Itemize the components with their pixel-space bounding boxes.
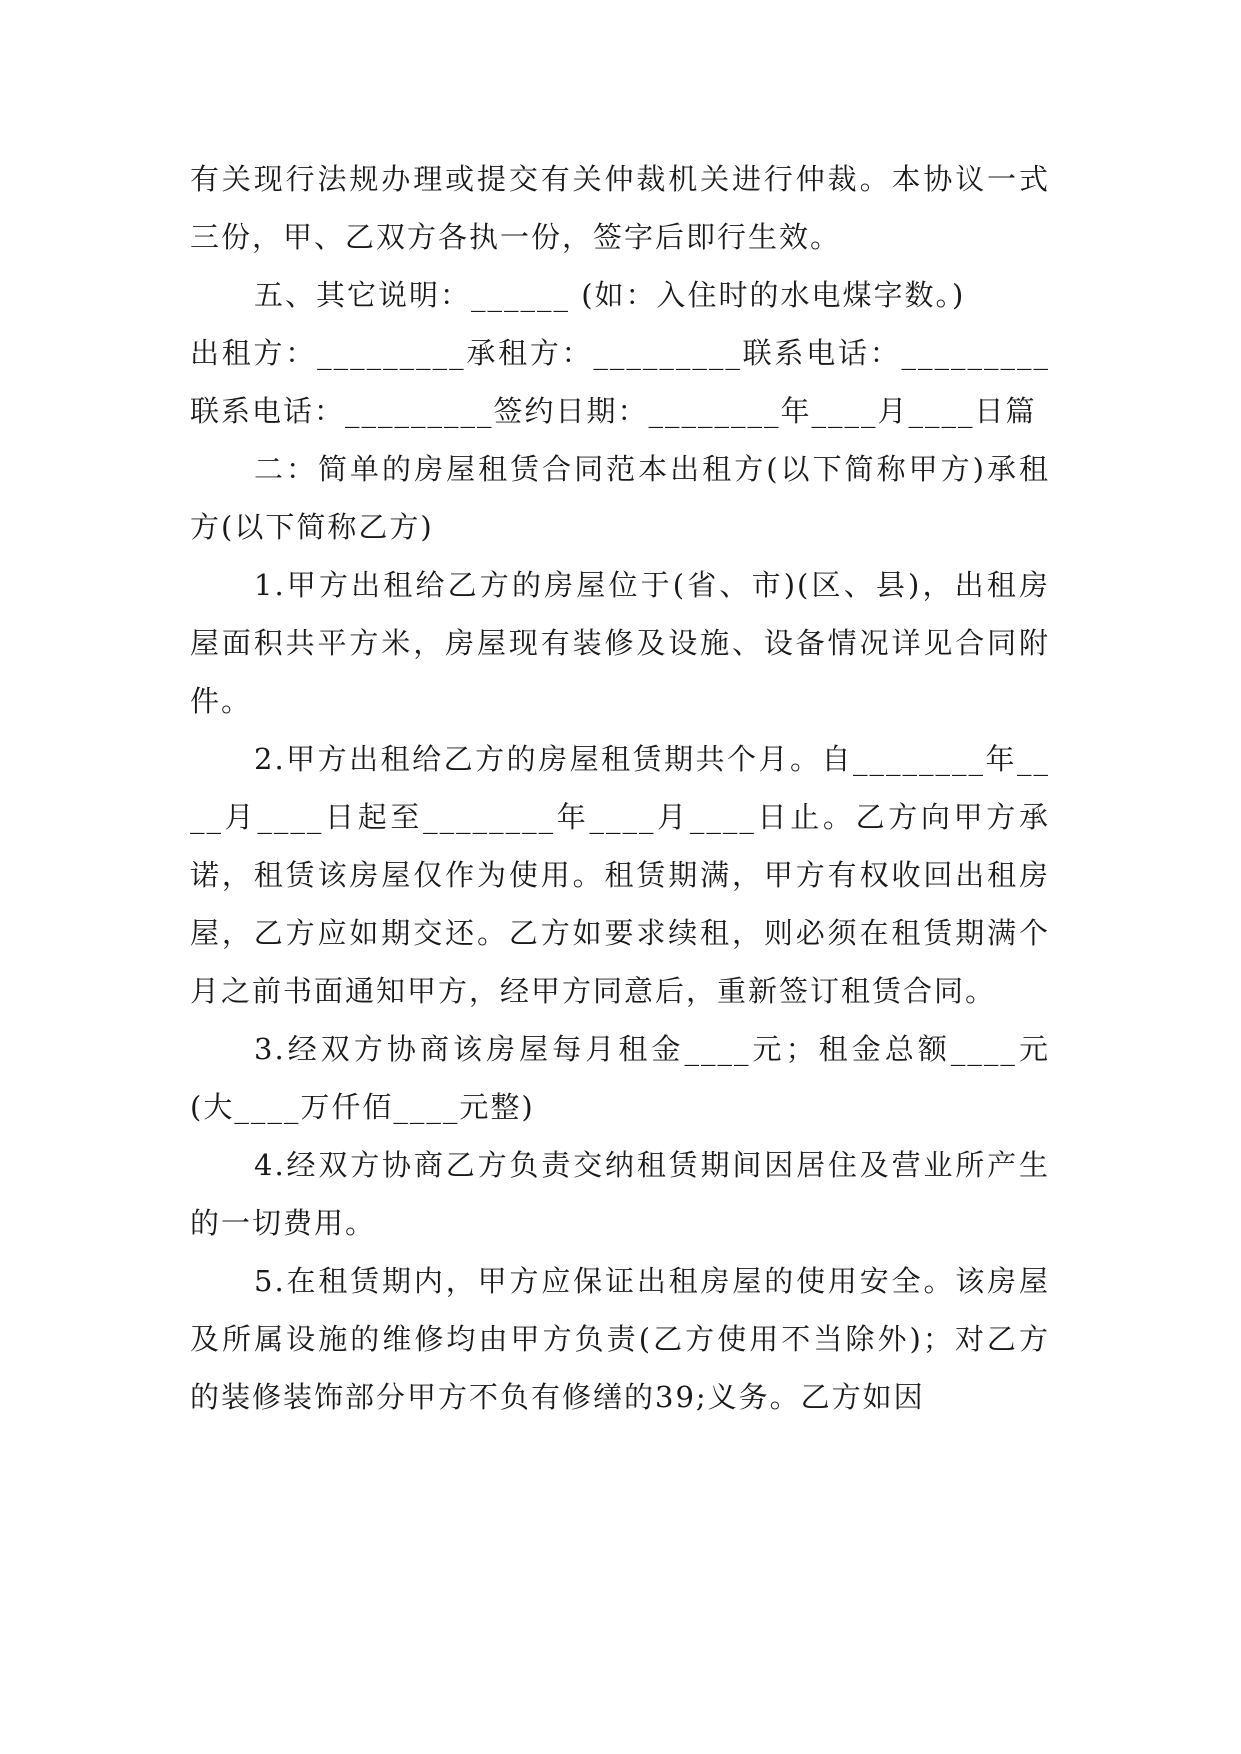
paragraph-other-notes: 五、其它说明：______ (如：入住时的水电煤字数。)	[254, 278, 966, 312]
paragraph-clause-4: 4.经双方协商乙方负责交纳租赁期间因居住及营业所产生的一切费用。	[190, 1148, 1050, 1240]
paragraph-clause-3: 3.经双方协商该房屋每月租金____元；租金总额____元(大____万仟佰____元整)	[190, 1032, 1050, 1124]
paragraph-clause-1: 1.甲方出租给乙方的房屋位于(省、市)(区、县)，出租房屋面积共平方米，房屋现有装修及设施、设备情况详见合同附件。	[190, 568, 1050, 718]
document-body	[190, 150, 1050, 1426]
paragraph-clause-5: 5.在租赁期内，甲方应保证出租房屋的使用安全。该房屋及所属设施的维修均由甲方负责(乙方使用不当除外)；对乙方的装修装饰部分甲方不负有修缮的39;义务。乙方如因	[190, 1264, 1050, 1414]
paragraph-contract-title: 二：简单的房屋租赁合同范本出租方(以下简称甲方)承租方(以下简称乙方)	[190, 452, 1050, 544]
paragraph-arbitration: 有关现行法规办理或提交有关仲裁机关进行仲裁。本协议一式三份，甲、乙双方各执一份，签字后即行生效。	[190, 162, 1050, 254]
paragraph-signatures: 出租方：_________承租方：_________联系电话：_________联系电话：_________签约日期：________年____月____日篇	[190, 336, 1050, 428]
paragraph-clause-2: 2.甲方出租给乙方的房屋租赁期共个月。自________年____月____日起至________年____月____日止。乙方向甲方承诺，租赁该房屋仅作为使用。租赁期满，甲方有权收回出租房屋，乙方应如期交还。乙方如要求续租，则必须在租赁期满个月之前书面通知甲方，经甲方同意后，重新签订租赁合同。	[190, 742, 1050, 1008]
